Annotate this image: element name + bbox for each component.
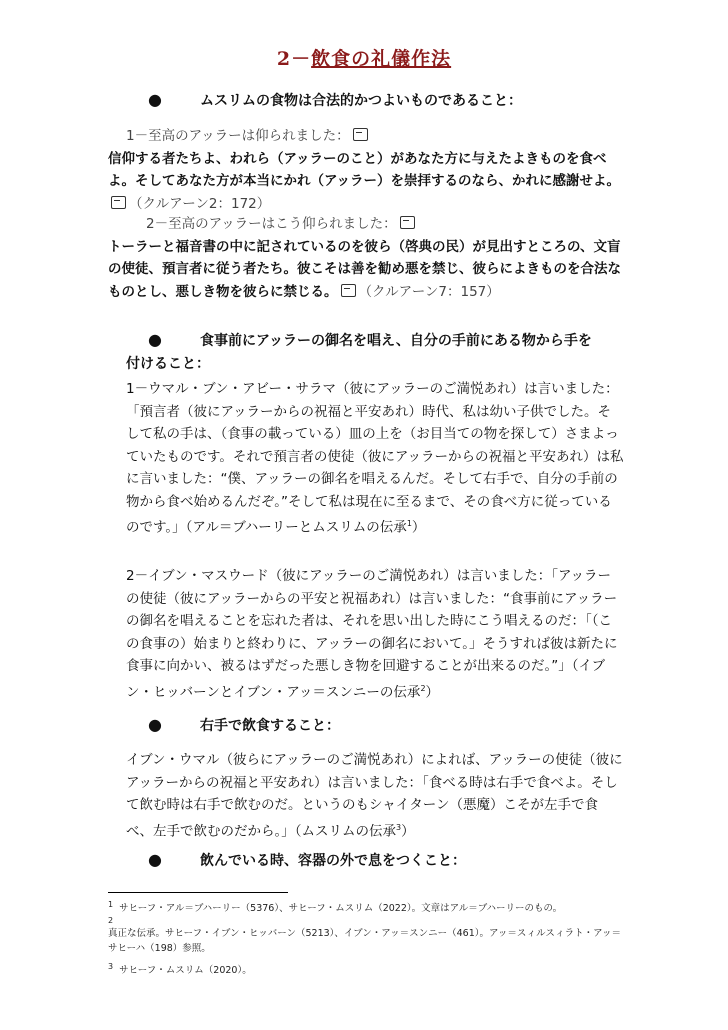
- quote-close-icon: [111, 196, 126, 209]
- quran-quote: 信仰する者たちよ、われら（アッラーのこと）があなた方に与えたよきものを食べよ。そしてあなた方が本当にかれ（アッラー）を崇拝するのなら、かれに感謝せよ。: [108, 150, 621, 189]
- quote-open-icon: [400, 216, 415, 229]
- paragraph-hadith-3: [108, 749, 624, 843]
- quran-reference: （クルアーン2：172）: [129, 195, 271, 212]
- hadith-text: 2－イブン・マスウード（彼にアッラーのご満悦あれ）は言いました：「アッラーの使徒（彼にアッラーからの平安と祝福あれ）は言いました：“食事前にアッラーの御名を唱えることを忘れた者は、それを思い出した時にこう唱えるのだ：「（この食事の）始まりと終わりに、アッラーの御名において。」そうすれば彼は新たに食事に向かい、被るはずだった悪しき物を回避することが出来るのだ。”」（イブン・ヒッバーンとイブン・アッ＝スンニーの伝承: [126, 568, 618, 700]
- footnote-text: 真正な伝承。サヒーフ・イブン・ヒッバーン（5213）、イブン・アッ＝スンニー（461）。アッ＝スィルスィラト・アッ＝サヒーハ（198）参照。: [108, 928, 621, 954]
- paragraph-quran-1: [108, 125, 624, 215]
- paragraph-lead: 2－至高のアッラーはこう仰られました：: [146, 216, 397, 232]
- bullet-icon: ●: [148, 715, 162, 734]
- footnote-2: [108, 926, 624, 956]
- footnote-ref: 3: [396, 822, 402, 832]
- section-heading-text: 飲んでいる時、容器の外で息をつくこと：: [200, 853, 466, 869]
- footnote-number: 3: [108, 962, 114, 971]
- quote-open-icon: [353, 128, 368, 141]
- hadith-text: イブン・ウマル（彼らにアッラーのご満悦あれ）によれば、アッラーの使徒（彼にアッラーからの祝福と平安あれ）は言いました：「食べる時は右手で食べよ。そして飲む時は右手で飲むのだ。というのもシャイターン（悪魔）こそが左手で食べ、左手で飲むのだから。」（ムスリムの伝承: [126, 752, 623, 839]
- bullet-icon: ●: [148, 330, 162, 349]
- paragraph-lead: 1－至高のアッラーは仰られました：: [126, 128, 350, 144]
- quran-quote: トーラーと福音書の中に記されているのを彼ら（啓典の民）が見出すところの、文盲の使徒、預言者に従う者たち。彼こそは善を勧め悪を禁じ、彼らによきものを合法なものとし、悪しき物を彼らに禁じる。: [108, 238, 621, 300]
- section-heading-text: ムスリムの食物は合法的かつよいものであること：: [200, 93, 522, 109]
- paren-close: ）: [425, 684, 440, 700]
- paragraph-hadith-2: [108, 565, 624, 704]
- footnote-text: サヒーフ・アル＝ブハーリー（5376）、サヒーフ・ムスリム（2022）。文章はアル＝ブハーリーのもの。: [119, 903, 563, 915]
- page-title: [0, 44, 728, 71]
- hadith-text: 1－ウマル・ブン・アビー・サラマ（彼にアッラーのご満悦あれ）は言いました：「預言者（彼にアッラーからの祝福と平安あれ）時代、私は幼い子供でした。そして私の手は、（食事の載っている）皿の上を（お目当ての物を探して）さまよっていたものです。それで預言者の使徒（彼にアッラーからの祝福と平安あれ）は私に言いました：“僕、アッラーの御名を唱えるんだ。そして右手で、自分の手前の物から食べ始めるんだぞ。”そして私は現在に至るまで、その食べ方に従っているのです。」（アル＝ブハーリーとムスリムの伝承: [126, 381, 624, 536]
- section-heading-text: 食事前にアッラーの御名を唱え、自分の手前にある物から手を: [200, 333, 592, 349]
- paren-close: ）: [411, 519, 426, 536]
- bullet-icon: ●: [148, 850, 162, 869]
- quran-reference: （クルアーン7：157）: [358, 283, 500, 300]
- paragraph-hadith-1: [108, 378, 624, 539]
- footnote-ref: 2: [420, 683, 426, 693]
- section-heading-text: 右手で飲食すること：: [200, 718, 340, 734]
- footnote-text: サヒーフ・ムスリム（2020）。: [119, 965, 252, 977]
- paren-close: ）: [401, 823, 415, 839]
- bullet-icon: ●: [148, 90, 162, 109]
- footnote-divider: [108, 892, 288, 893]
- title-prefix: 2－: [276, 48, 312, 70]
- footnote-ref: 1: [406, 519, 412, 528]
- paragraph-quran-2: [108, 213, 624, 303]
- quote-close-icon: [341, 284, 356, 297]
- footnote-3: [108, 959, 624, 978]
- section-heading-text: 付けること：: [126, 356, 210, 372]
- footnote-number: 1: [108, 900, 114, 909]
- title-main: 飲食の礼儀作法: [311, 48, 452, 70]
- footnote-number: 2: [108, 916, 114, 925]
